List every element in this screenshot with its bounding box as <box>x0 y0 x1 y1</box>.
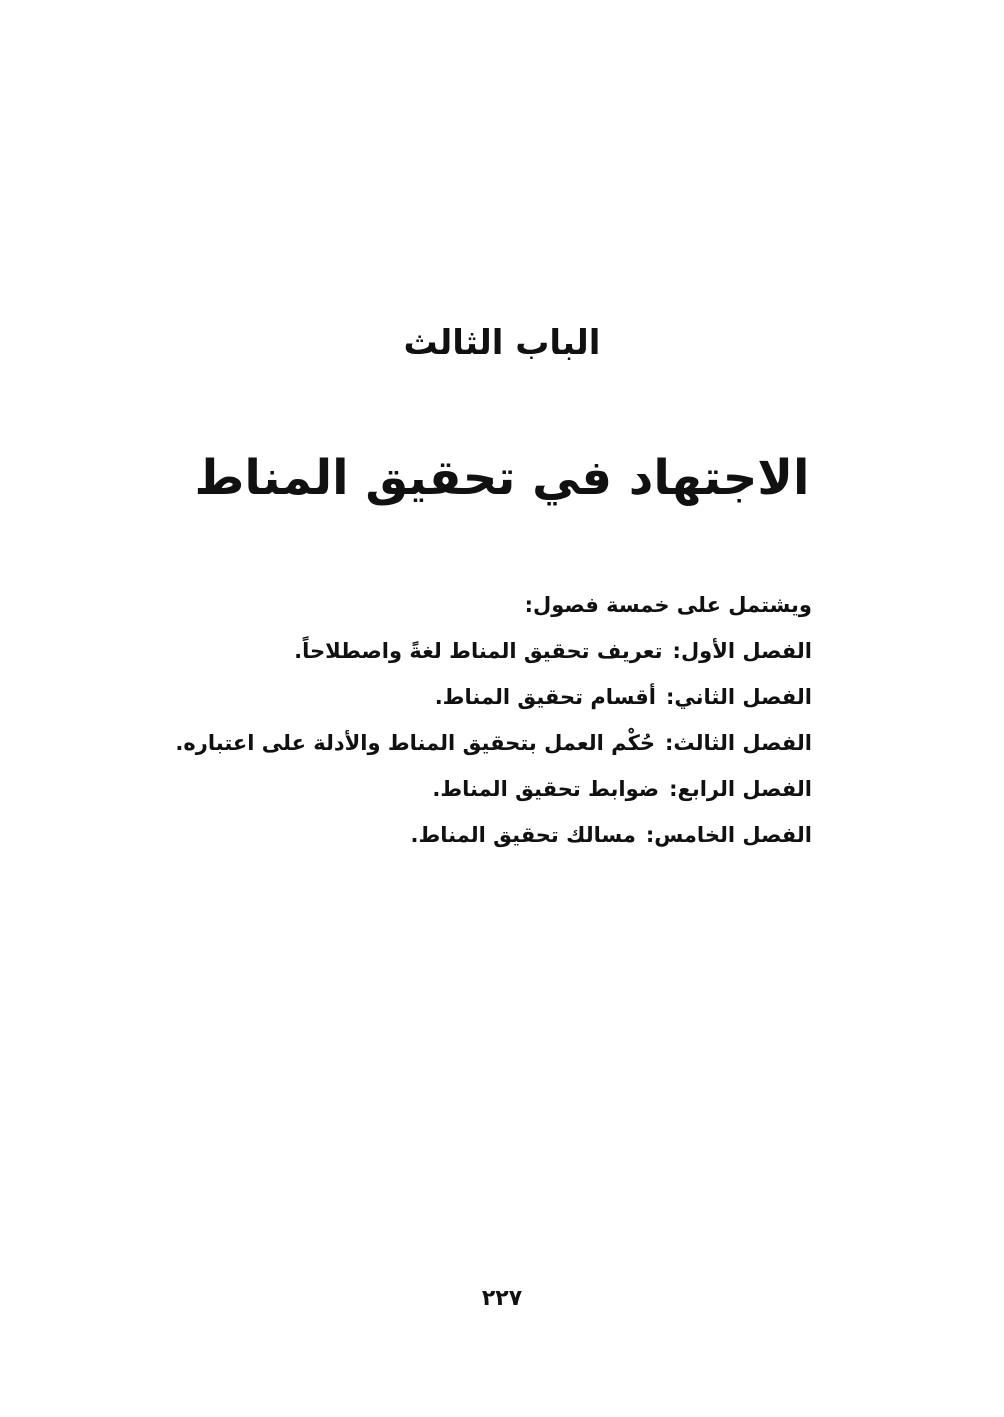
part-label: الباب الثالث <box>403 323 601 363</box>
chapter-name: الفصل الخامس <box>654 823 812 847</box>
chapter-item <box>172 720 812 766</box>
chapter-title: تعريف تحقيق المناط لغةً واصطلاحاً. <box>294 639 663 663</box>
chapter-list-intro: ويشتمل على خمسة فصول: <box>524 593 812 617</box>
chapter-name: الفصل الأول <box>680 639 812 663</box>
chapter-colon: : <box>669 777 678 801</box>
chapter-title: أقسام تحقيق المناط. <box>434 685 656 709</box>
chapter-item <box>172 674 812 720</box>
chapter-title: ضوابط تحقيق المناط. <box>432 777 660 801</box>
chapter-item <box>172 628 812 674</box>
chapter-title: حُكْم العمل بتحقيق المناط والأدلة على اعتباره. <box>175 731 655 755</box>
chapter-list <box>172 582 812 858</box>
chapter-colon: : <box>664 731 674 755</box>
chapter-name: الفصل الثالث <box>673 731 812 755</box>
chapter-name: الفصل الثاني <box>674 685 812 709</box>
page-number: ٢٢٧ <box>481 1286 523 1311</box>
chapter-item <box>172 766 812 812</box>
chapter-name: الفصل الرابع <box>677 777 812 801</box>
chapter-title: مسالك تحقيق المناط. <box>410 823 636 847</box>
chapter-item <box>172 812 812 858</box>
chapter-colon: : <box>645 823 655 847</box>
part-title: الاجتهاد في تحقيق المناط <box>194 450 810 506</box>
chapter-colon: : <box>665 685 675 709</box>
chapter-colon: : <box>672 639 681 663</box>
